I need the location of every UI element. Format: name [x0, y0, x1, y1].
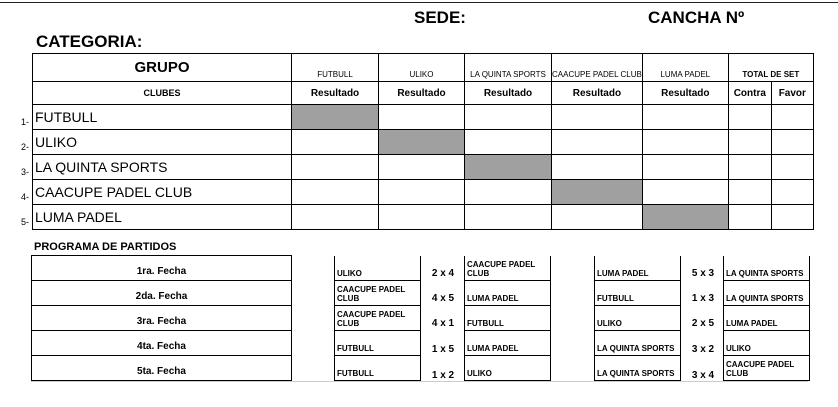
- result-cell[interactable]: [465, 105, 552, 130]
- match-team: ULIKO: [334, 256, 421, 281]
- match-team: CAACUPE PADEL CLUB: [334, 281, 421, 306]
- result-cell[interactable]: [379, 155, 465, 180]
- row-number: 2-: [21, 142, 30, 152]
- resultado-header: Resultado: [552, 82, 643, 105]
- match-team: ULIKO: [594, 306, 681, 331]
- col-team-4: CAACUPE PADEL CLUB: [552, 54, 643, 82]
- club-name: LUMA PADEL: [33, 205, 292, 230]
- cancha-label: CANCHA Nº: [648, 8, 745, 27]
- fecha-label: 5ta. Fecha: [137, 366, 186, 377]
- club-name: LA QUINTA SPORTS: [33, 155, 292, 180]
- match-score: 3 x 4: [691, 370, 715, 381]
- row-number: 5-: [21, 217, 30, 227]
- match-team: CAACUPE PADEL CLUB: [723, 356, 810, 381]
- blocked-cell: [465, 155, 552, 180]
- result-cell[interactable]: [552, 130, 643, 155]
- match-team: FUTBULL: [464, 306, 551, 331]
- result-cell[interactable]: [552, 155, 643, 180]
- match-score: 2 x 4: [431, 268, 455, 279]
- match-team: LA QUINTA SPORTS: [723, 281, 810, 306]
- match-team: CAACUPE PADEL CLUB: [334, 306, 421, 331]
- bottom-rule: [31, 381, 808, 382]
- fecha-row: [31, 281, 292, 306]
- result-cell[interactable]: [292, 205, 379, 230]
- contra-cell[interactable]: [728, 205, 771, 230]
- contra-header: Contra: [728, 82, 771, 105]
- resultado-header: Resultado: [642, 82, 728, 105]
- row-number: 1-: [21, 117, 30, 127]
- favor-cell[interactable]: [771, 130, 813, 155]
- fecha-label: 1ra. Fecha: [136, 266, 187, 277]
- match-score: 3 x 2: [691, 344, 715, 355]
- match-team: ULIKO: [464, 356, 551, 381]
- top-rule: [0, 2, 838, 3]
- blocked-cell: [379, 130, 465, 155]
- result-cell[interactable]: [642, 180, 728, 205]
- match-team: FUTBULL: [594, 281, 681, 306]
- total-de-set-header: TOTAL DE SET: [728, 54, 813, 82]
- categoria-label: CATEGORIA:: [36, 32, 143, 51]
- contra-cell[interactable]: [728, 180, 771, 205]
- favor-cell[interactable]: [771, 180, 813, 205]
- result-cell[interactable]: [465, 130, 552, 155]
- match-team: LUMA PADEL: [464, 331, 551, 356]
- result-cell[interactable]: [642, 130, 728, 155]
- favor-cell[interactable]: [771, 155, 813, 180]
- fecha-row: [31, 306, 292, 331]
- match-team: LA QUINTA SPORTS: [723, 256, 810, 281]
- result-cell[interactable]: [292, 130, 379, 155]
- result-cell[interactable]: [379, 205, 465, 230]
- resultado-header: Resultado: [379, 82, 465, 105]
- contra-cell[interactable]: [728, 130, 771, 155]
- match-team: CAACUPE PADEL CLUB: [464, 256, 551, 281]
- match-team: LA QUINTA SPORTS: [594, 356, 681, 381]
- club-name: CAACUPE PADEL CLUB: [33, 180, 292, 205]
- result-cell[interactable]: [552, 205, 643, 230]
- fecha-label: 2da. Fecha: [135, 291, 188, 302]
- col-team-5: LUMA PADEL: [642, 54, 728, 82]
- match-team: LUMA PADEL: [594, 256, 681, 281]
- col-team-3: LA QUINTA SPORTS: [465, 54, 552, 82]
- fecha-row: [31, 356, 292, 381]
- result-cell[interactable]: [379, 105, 465, 130]
- col-team-1: FUTBULL: [292, 54, 379, 82]
- result-cell[interactable]: [292, 155, 379, 180]
- match-team: FUTBULL: [334, 356, 421, 381]
- club-name: FUTBULL: [33, 105, 292, 130]
- match-score: 1 x 5: [431, 344, 455, 355]
- row-number: 3-: [21, 167, 30, 177]
- contra-cell[interactable]: [728, 105, 771, 130]
- club-name: ULIKO: [33, 130, 292, 155]
- favor-cell[interactable]: [771, 105, 813, 130]
- col-team-2: ULIKO: [379, 54, 465, 82]
- match-team: FUTBULL: [334, 331, 421, 356]
- resultado-header: Resultado: [465, 82, 552, 105]
- match-team: LA QUINTA SPORTS: [594, 331, 681, 356]
- clubes-header: CLUBES: [33, 82, 292, 105]
- blocked-cell: [642, 205, 728, 230]
- blocked-cell: [292, 105, 379, 130]
- favor-header: Favor: [771, 82, 813, 105]
- blocked-cell: [552, 180, 643, 205]
- match-score: 1 x 3: [691, 293, 715, 304]
- result-cell[interactable]: [465, 180, 552, 205]
- grupo-header: GRUPO: [33, 54, 292, 82]
- fecha-row: [31, 331, 292, 356]
- match-score: 4 x 5: [431, 293, 455, 304]
- result-cell[interactable]: [379, 180, 465, 205]
- match-score: 5 x 3: [691, 268, 715, 279]
- match-score: 2 x 5: [691, 318, 715, 329]
- fecha-row: [31, 256, 292, 281]
- match-score: 1 x 2: [431, 370, 455, 381]
- result-cell[interactable]: [465, 205, 552, 230]
- row-number: 4-: [21, 192, 30, 202]
- resultado-header: Resultado: [292, 82, 379, 105]
- sede-label: SEDE:: [414, 8, 466, 27]
- result-cell[interactable]: [642, 155, 728, 180]
- match-team: ULIKO: [723, 331, 810, 356]
- programa-title: PROGRAMA DE PARTIDOS: [34, 241, 177, 253]
- match-team: LUMA PADEL: [464, 281, 551, 306]
- result-cell[interactable]: [642, 105, 728, 130]
- match-team: LUMA PADEL: [723, 306, 810, 331]
- match-score: 4 x 1: [431, 318, 455, 329]
- result-cell[interactable]: [292, 180, 379, 205]
- results-grid: [32, 53, 814, 230]
- contra-cell[interactable]: [728, 155, 771, 180]
- fecha-label: 4ta. Fecha: [137, 341, 186, 352]
- fecha-label: 3ra. Fecha: [136, 316, 187, 327]
- result-cell[interactable]: [552, 105, 643, 130]
- favor-cell[interactable]: [771, 205, 813, 230]
